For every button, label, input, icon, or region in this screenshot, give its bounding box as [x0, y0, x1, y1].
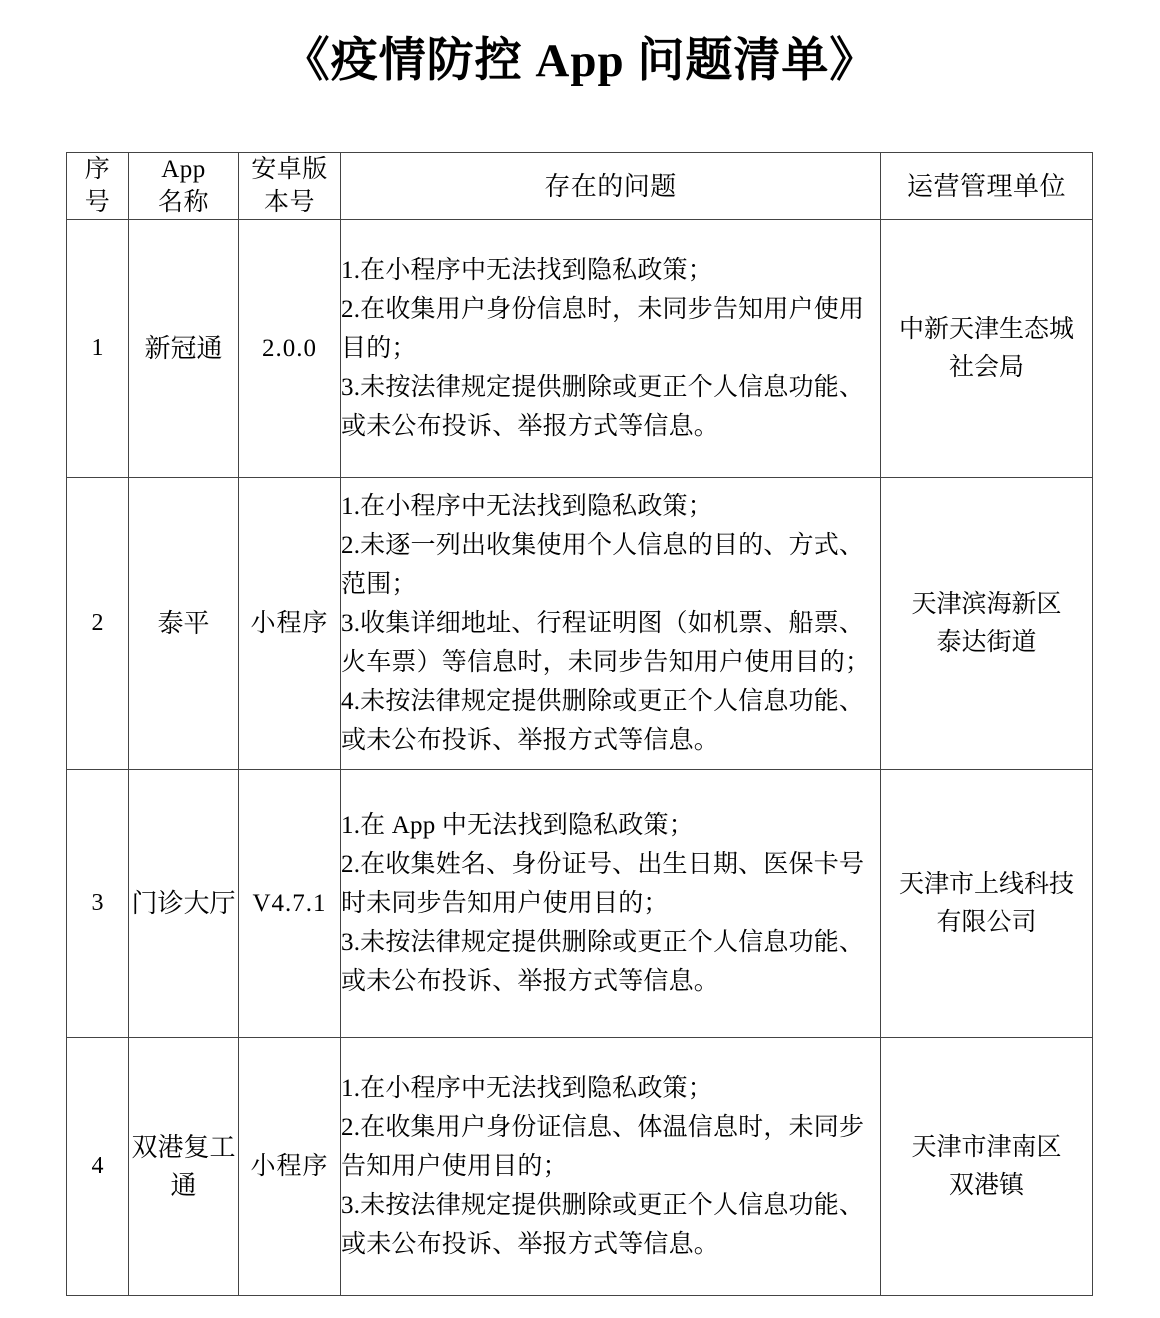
issue-item: 3.收集详细地址、行程证明图（如机票、船票、火车票）等信息时，未同步告知用户使用目的； — [341, 610, 871, 676]
issue-item: 1.在 App 中无法找到隐私政策； — [341, 812, 694, 839]
row-operating-unit — [881, 770, 1093, 1038]
row-operating-unit — [881, 1038, 1093, 1296]
table-header-row — [67, 153, 1093, 220]
table-row — [67, 220, 1093, 478]
issue-item: 4.未按法律规定提供删除或更正个人信息功能、或未公布投诉、举报方式等信息。 — [341, 688, 865, 754]
table-row — [67, 478, 1093, 770]
row-android-version: 2.0.0 — [239, 220, 341, 478]
row-issues — [341, 220, 881, 478]
issue-item: 1.在小程序中无法找到隐私政策； — [341, 1075, 713, 1102]
row-app-name: 门诊大厅 — [129, 770, 239, 1038]
table-row — [67, 770, 1093, 1038]
column-header-app-name-line2: 名称 — [157, 189, 209, 216]
row-app-name: 新冠通 — [129, 220, 239, 478]
issue-item: 3.未按法律规定提供删除或更正个人信息功能、或未公布投诉、举报方式等信息。 — [341, 1192, 865, 1258]
issue-item: 1.在小程序中无法找到隐私政策； — [341, 493, 713, 520]
row-issues — [341, 1038, 881, 1296]
column-header-android-version-line1: 安卓版 — [251, 156, 328, 183]
column-header-index — [67, 153, 129, 220]
row-index: 1 — [67, 220, 129, 478]
row-operating-unit — [881, 220, 1093, 478]
row-index: 2 — [67, 478, 129, 770]
column-header-index-line1: 序 — [84, 156, 111, 183]
operating-unit-line: 有限公司 — [936, 908, 1037, 936]
operating-unit-line: 天津市津南区 — [911, 1133, 1062, 1161]
column-header-issues: 存在的问题 — [341, 153, 881, 220]
operating-unit-line: 泰达街道 — [936, 628, 1037, 656]
operating-unit-line: 中新天津生态城 — [898, 315, 1074, 343]
issue-item: 2.在收集用户身份证信息、体温信息时，未同步告知用户使用目的； — [341, 1114, 865, 1180]
issue-item: 2.在收集姓名、身份证号、出生日期、医保卡号时未同步告知用户使用目的； — [341, 851, 865, 917]
issue-item: 1.在小程序中无法找到隐私政策； — [341, 257, 713, 284]
issue-item: 3.未按法律规定提供删除或更正个人信息功能、或未公布投诉、举报方式等信息。 — [341, 929, 865, 995]
column-header-app-name-line1: App — [161, 156, 206, 183]
row-operating-unit — [881, 478, 1093, 770]
table-body — [67, 220, 1093, 1296]
row-android-version: 小程序 — [239, 1038, 341, 1296]
row-index: 4 — [67, 1038, 129, 1296]
row-issues — [341, 478, 881, 770]
row-android-version: V4.7.1 — [239, 770, 341, 1038]
issue-table-container — [66, 152, 1092, 1296]
operating-unit-line: 社会局 — [948, 353, 1024, 381]
column-header-index-line2: 号 — [84, 189, 111, 216]
operating-unit-line: 天津滨海新区 — [911, 590, 1062, 618]
operating-unit-line: 天津市上线科技 — [898, 870, 1074, 898]
column-header-android-version — [239, 153, 341, 220]
issue-item: 3.未按法律规定提供删除或更正个人信息功能、或未公布投诉、举报方式等信息。 — [341, 374, 865, 440]
column-header-android-version-line2: 本号 — [263, 189, 315, 216]
table-row — [67, 1038, 1093, 1296]
row-android-version: 小程序 — [239, 478, 341, 770]
issue-item: 2.在收集用户身份信息时，未同步告知用户使用目的； — [341, 296, 865, 362]
column-header-operating-unit: 运营管理单位 — [881, 153, 1093, 220]
page-title: 《疫情防控 App 问题清单》 — [282, 35, 878, 87]
app-issue-table — [66, 152, 1093, 1296]
operating-unit-line: 双港镇 — [948, 1171, 1024, 1199]
row-issues — [341, 770, 881, 1038]
row-app-name: 双港复工通 — [129, 1038, 239, 1296]
row-index: 3 — [67, 770, 129, 1038]
column-header-app-name — [129, 153, 239, 220]
row-app-name: 泰平 — [129, 478, 239, 770]
issue-item: 2.未逐一列出收集使用个人信息的目的、方式、范围； — [341, 532, 865, 598]
